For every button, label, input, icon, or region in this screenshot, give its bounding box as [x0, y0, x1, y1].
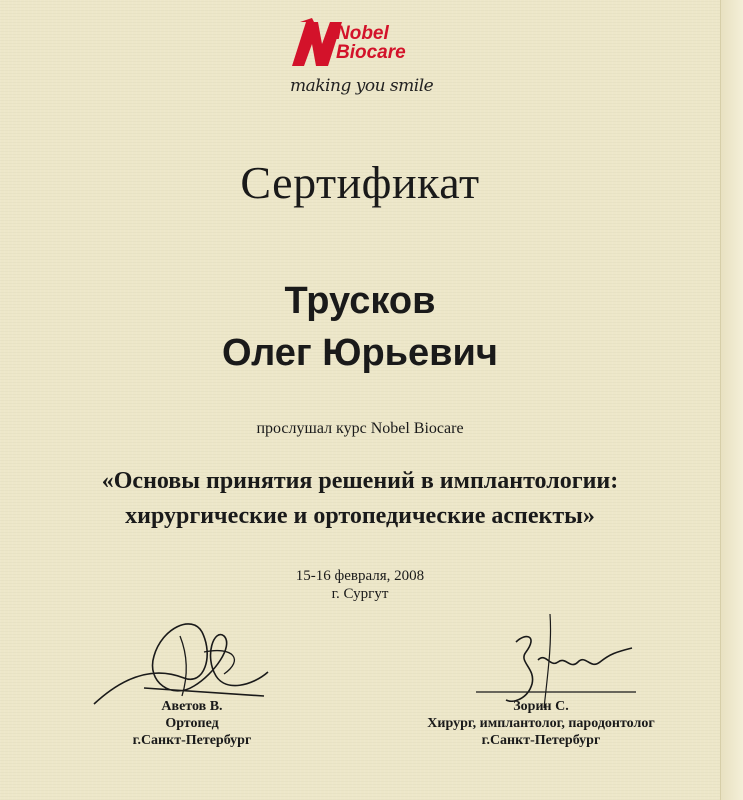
signatory-left-city: г.Санкт-Петербург [132, 733, 252, 748]
certificate-title: Сертификат [240, 157, 480, 208]
nobel-biocare-logo [286, 14, 456, 106]
logo-word-biocare: Biocare [336, 42, 406, 63]
paper-edge [720, 0, 743, 800]
signatory-right-name: Зорин С. [513, 699, 569, 714]
recipient-given-names: Олег Юрьевич [222, 332, 498, 374]
signatory-right [386, 698, 696, 749]
course-date: 15-16 февраля, 2008 [295, 568, 425, 584]
recipient-surname: Трусков [284, 280, 436, 322]
signatory-left [102, 698, 282, 749]
course-title-line2: хирургические и ортопедические аспекты» [125, 503, 595, 529]
signatory-left-name: Аветов В. [161, 699, 223, 714]
course-title-line1: «Основы принятия решений в имплантологии: [101, 468, 619, 494]
logo-tagline: making you smile [290, 76, 434, 96]
course-intro: прослушал курс Nobel Biocare [256, 420, 464, 437]
signatory-left-role: Ортопед [165, 716, 219, 731]
signature-right-icon [466, 612, 646, 710]
course-city: г. Сургут [331, 586, 389, 602]
signatory-right-role: Хирург, имплантолог, пародонтолог [427, 716, 655, 731]
signatory-right-city: г.Санкт-Петербург [481, 733, 601, 748]
logo-word-nobel: Nobel [336, 23, 389, 44]
